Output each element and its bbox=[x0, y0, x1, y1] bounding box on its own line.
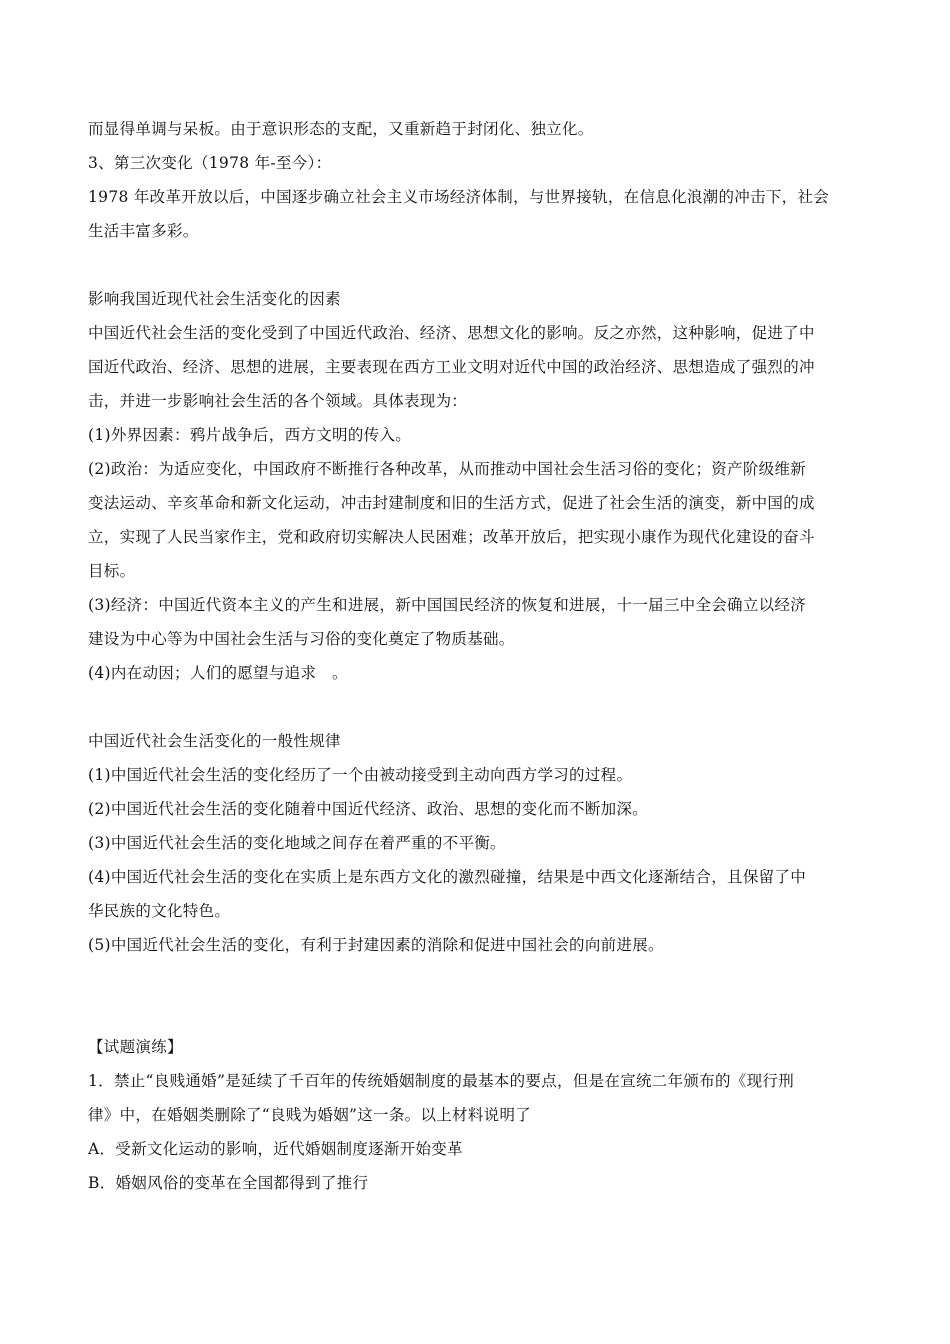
section-heading-patterns: 中国近代社会生活变化的一般性规律 bbox=[88, 732, 341, 750]
list-item: (3)中国近代社会生活的变化地域之间存在着严重的不平衡。 bbox=[88, 834, 506, 852]
list-item: (3)经济：中国近代资本主义的产生和进展，新中国国民经济的恢复和进展，十一届三中全会确立以经济 bbox=[88, 596, 807, 614]
answer-option-a: A．受新文化运动的影响，近代婚姻制度逐渐开始变革 bbox=[88, 1140, 463, 1158]
document-page bbox=[88, 112, 868, 1200]
spacer bbox=[88, 690, 868, 724]
list-item: (2)中国近代社会生活的变化随着中国近代经济、政治、思想的变化而不断加深。 bbox=[88, 800, 649, 818]
spacer bbox=[88, 962, 868, 1030]
list-item: (4)内在动因；人们的愿望与追求 。 bbox=[88, 664, 348, 682]
spacer bbox=[88, 248, 868, 282]
paragraph-line: 中国近代社会生活的变化受到了中国近代政治、经济、思想文化的影响。反之亦然，这种影响，促进了中 bbox=[88, 324, 815, 342]
question-line: 律》中，在婚姻类删除了“良贱为婚姻”这一条。以上材料说明了 bbox=[88, 1106, 532, 1124]
list-item: (1)外界因素：鸦片战争后，西方文明的传入。 bbox=[88, 426, 412, 444]
paragraph-line: 击，并进一步影响社会生活的各个领域。具体表现为： bbox=[88, 392, 468, 410]
paragraph-line: 变法运动、辛亥革命和新文化运动，冲击封建制度和旧的生活方式，促进了社会生活的演变，新中国的成 bbox=[88, 494, 815, 512]
list-item: (1)中国近代社会生活的变化经历了一个由被动接受到主动向西方学习的过程。 bbox=[88, 766, 633, 784]
list-item: (2)政治：为适应变化，中国政府不断推行各种改革，从而推动中国社会生活习俗的变化；资产阶级维新 bbox=[88, 460, 807, 478]
list-item: (5)中国近代社会生活的变化，有利于封建因素的消除和促进中国社会的向前进展。 bbox=[88, 936, 664, 954]
paragraph-line: 目标。 bbox=[88, 562, 136, 580]
answer-option-b: B．婚姻风俗的变革在全国都得到了推行 bbox=[88, 1174, 369, 1192]
paragraph-line: 立，实现了人民当家作主，党和政府切实解决人民困难；改革开放后，把实现小康作为现代化建设的奋斗 bbox=[88, 528, 815, 546]
list-item: (4)中国近代社会生活的变化在实质上是东西方文化的激烈碰撞，结果是中西文化逐渐结合，且保留了中 bbox=[88, 868, 807, 886]
section-heading-factors: 影响我国近现代社会生活变化的因素 bbox=[88, 290, 341, 308]
paragraph-line: 国近代政治、经济、思想的进展，主要表现在西方工业文明对近代中国的政治经济、思想造成了强烈的冲 bbox=[88, 358, 815, 376]
section-heading-third-change: 3、第三次变化（1978 年-至今）： bbox=[88, 154, 332, 172]
question-line: 1．禁止“良贱通婚”是延续了千百年的传统婚姻制度的最基本的要点，但是在宣统二年颁布的《现行刑 bbox=[88, 1072, 795, 1090]
paragraph-line: 生活丰富多彩。 bbox=[88, 222, 199, 240]
section-heading-exercises: 【试题演练】 bbox=[88, 1038, 183, 1056]
paragraph-line: 1978 年改革开放以后，中国逐步确立社会主义市场经济体制，与世界接轨，在信息化浪潮的冲击下，社会 bbox=[88, 188, 830, 206]
paragraph-line: 建设为中心等为中国社会生活与习俗的变化奠定了物质基础。 bbox=[88, 630, 515, 648]
paragraph-line: 华民族的文化特色。 bbox=[88, 902, 231, 920]
paragraph-line: 而显得单调与呆板。由于意识形态的支配，又重新趋于封闭化、独立化。 bbox=[88, 120, 594, 138]
